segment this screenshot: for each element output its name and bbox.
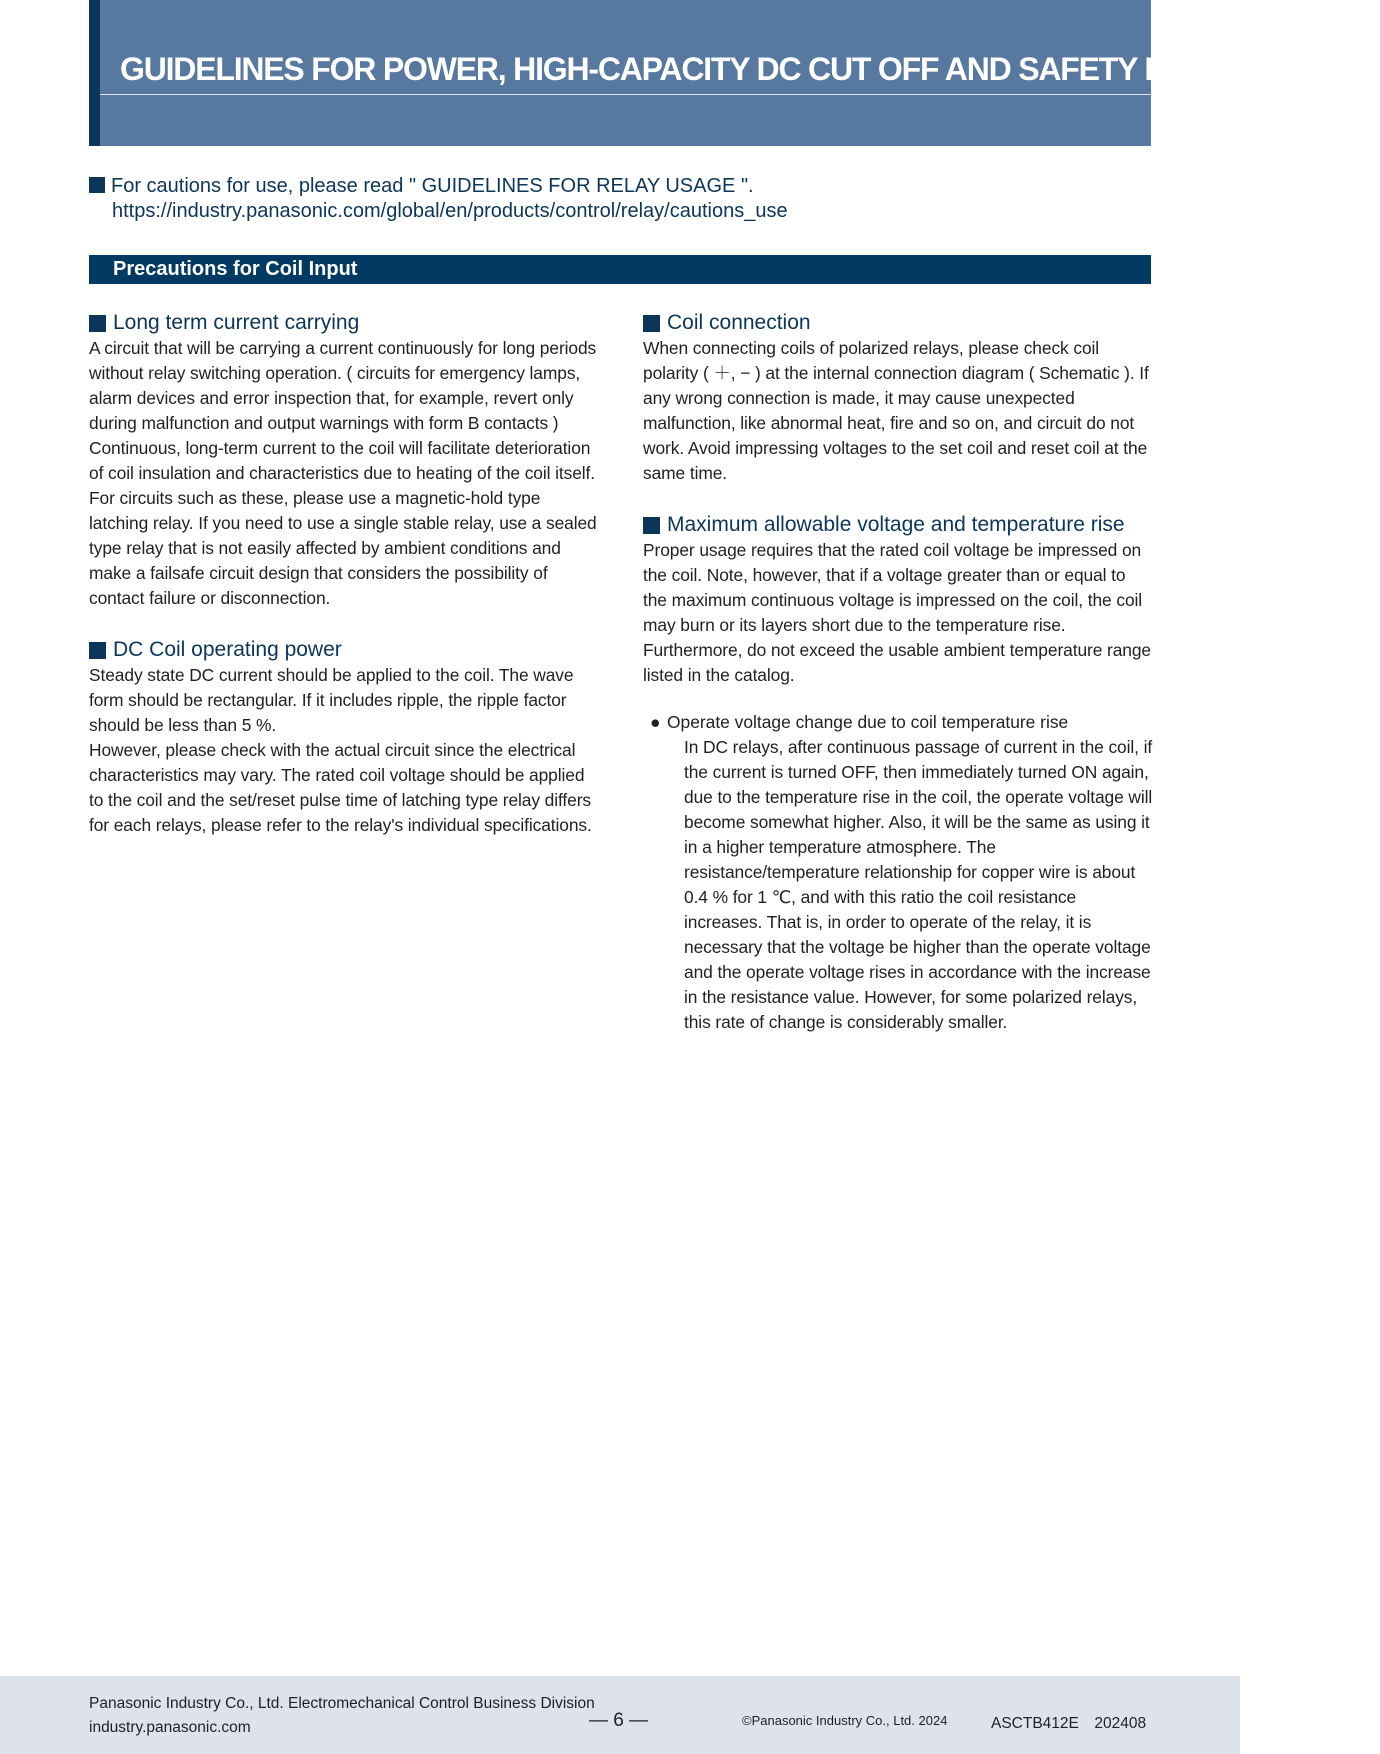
subsection-long-term-current xyxy=(89,310,599,611)
heading-text: Long term current carrying xyxy=(113,311,360,334)
document-code: ASCTB412E 202408 xyxy=(991,1715,1147,1732)
square-bullet-icon xyxy=(643,517,660,534)
heading-text: DC Coil operating power xyxy=(113,638,342,661)
square-bullet-icon xyxy=(89,315,106,332)
header-rule xyxy=(100,94,1151,95)
footer-company: Panasonic Industry Co., Ltd. Electromechanical Control Business Division xyxy=(89,1695,595,1712)
square-bullet-icon xyxy=(89,177,105,193)
section-bar xyxy=(89,255,1151,284)
right-column xyxy=(643,310,1153,1061)
heading-text: Coil connection xyxy=(667,311,811,334)
header-accent-bar xyxy=(89,0,100,146)
square-bullet-icon xyxy=(643,315,660,332)
bullet-title xyxy=(650,710,1153,735)
subsection-body: A circuit that will be carrying a current continuously for long periods without relay switching operation. ( circuits for emergency lamps, alarm devices and error inspection that, for example, revert only during malfunction and output warnings with form B contacts ) Continuous, long-term current to the coil will facilitate deterioration of coil insulation and characteristics due to heating of the coil itself. For circuits such as these, please use a magnetic-hold type latching relay. If you need to use a single stable relay, use a sealed type relay that is not easily affected by ambient conditions and make a failsafe circuit design that considers the possibility of contact failure or disconnection. xyxy=(89,338,597,608)
subsection-body: Steady state DC current should be applied to the coil. The wave form should be rectangular. If it includes ripple, the ripple factor should be less than 5 %. xyxy=(89,665,574,735)
bullet-item xyxy=(650,710,1153,1035)
page-title: GUIDELINES FOR POWER, HIGH-CAPACITY DC CUT OFF AND SAFETY RELAYS USAGE xyxy=(120,51,1380,87)
footer xyxy=(0,1676,1240,1754)
subsection-max-voltage-temperature xyxy=(643,512,1153,1035)
caution-text: For cautions for use, please read " GUIDELINES FOR RELAY USAGE ". xyxy=(111,175,754,197)
bullet-body: In DC relays, after continuous passage of current in the coil, if the current is turned OFF, then immediately turned ON again, due to the temperature rise in the coil, the operate voltage will become somewhat higher. Also, it will be the same as using it in a higher temperature atmosphere. The resistance/temperature relationship for copper wire is about 0.4 % for 1 ℃, and with this ratio the coil resistance increases. That is, in order to operate of the relay, it is necessary that the voltage be higher than the operate voltage and the operate voltage rises in accordance with the increase in the resistance value. However, for some polarized relays, this rate of change is considerably smaller. xyxy=(684,737,1153,1032)
bullet-title-text: Operate voltage change due to coil temperature rise xyxy=(667,712,1069,732)
circle-bullet-icon: ● xyxy=(650,712,661,732)
footer-website: industry.panasonic.com xyxy=(89,1719,251,1736)
subsection-coil-connection xyxy=(643,310,1153,486)
subsection-heading xyxy=(89,637,599,663)
subsection-dc-coil-power xyxy=(89,637,599,838)
subsection-body: When connecting coils of polarized relays, please check coil polarity ( ＋, − ) at the internal connection diagram ( Schematic ). If any wrong connection is made, it may cause unexpected malfunction, like abnormal heat, fire and so on, and circuit do not work. Avoid impressing voltages to the set coil and reset coil at the same time. xyxy=(643,338,1149,483)
subsection-heading xyxy=(89,310,599,336)
page-number: — 6 — xyxy=(589,1710,649,1731)
subsection-body: Proper usage requires that the rated coil voltage be impressed on the coil. Note, however, that if a voltage greater than or equal to the maximum continuous voltage is impressed on the coil, the coil may burn or its layers short due to the temperature rise. Furthermore, do not exceed the usable ambient temperature range listed in the catalog. xyxy=(643,540,1151,685)
square-bullet-icon xyxy=(89,642,106,659)
cautions-link[interactable]: https://industry.panasonic.com/global/en/products/control/relay/cautions_use xyxy=(112,200,788,222)
subsection-body-continued: However, please check with the actual circuit since the electrical characteristics may vary. The rated coil voltage should be applied to the coil and the set/reset pulse time of latching type relay differs for each relays, please refer to the relay's individual specifications. xyxy=(89,740,592,835)
subsection-heading xyxy=(643,512,1153,538)
left-column xyxy=(89,310,599,864)
footer-copyright: ©Panasonic Industry Co., Ltd. 2024 xyxy=(742,1713,948,1728)
caution-note xyxy=(89,174,1149,224)
subsection-heading xyxy=(643,310,1153,336)
section-title: Precautions for Coil Input xyxy=(113,258,358,280)
heading-text: Maximum allowable voltage and temperature rise xyxy=(667,513,1125,536)
